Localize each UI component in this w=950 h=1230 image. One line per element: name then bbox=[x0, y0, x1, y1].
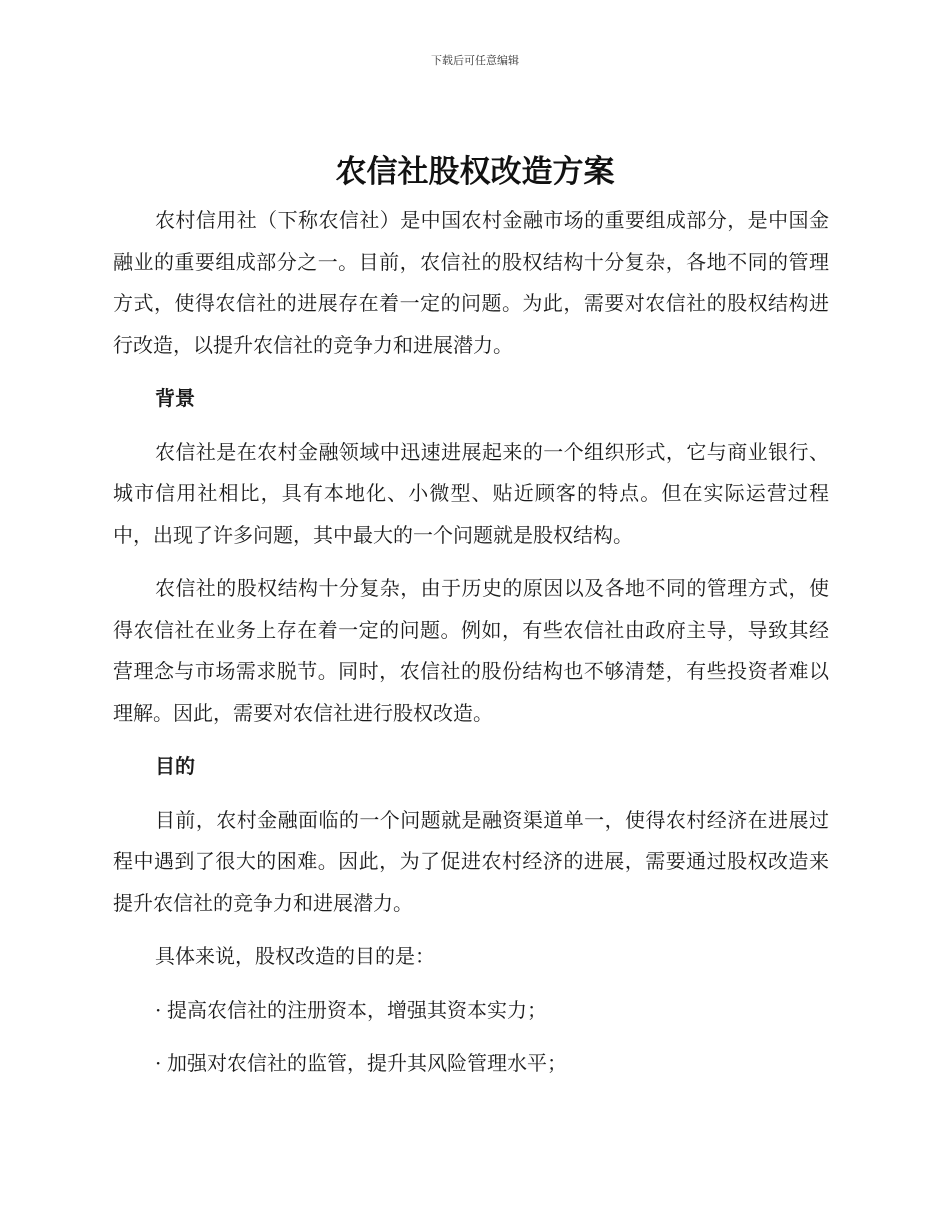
document-body bbox=[113, 200, 829, 1085]
bullet-item bbox=[113, 1043, 829, 1085]
spacer bbox=[113, 420, 829, 432]
intro-paragraph: 农村信用社（下称农信社）是中国农村金融市场的重要组成部分，是中国金融业的重要组成部分之一。目前，农信社的股权结构十分复杂，各地不同的管理方式，使得农信社的进展存在着一定的问题。为此，需要对农信社的股权结构进行改造，以提升农信社的竞争力和进展潜力。 bbox=[113, 208, 829, 357]
spacer bbox=[113, 924, 829, 936]
background-paragraph-2: 农信社的股权结构十分复杂，由于历史的原因以及各地不同的管理方式，使得农信社在业务上存在着一定的问题。例如，有些农信社由政府主导，导致其经营理念与市场需求脱节。同时，农信社的股份结构也不够清楚，有些投资者难以理解。因此，需要对农信社进行股权改造。 bbox=[113, 576, 829, 725]
purpose-paragraph-1: 目前，农村金融面临的一个问题就是融资渠道单一，使得农村经济在进展过程中遇到了很大的困难。因此，为了促进农村经济的进展，需要通过股权改造来提升农信社的竞争力和进展潜力。 bbox=[113, 807, 829, 915]
spacer bbox=[113, 1031, 829, 1043]
document-title: 农信社股权改造方案 bbox=[335, 154, 615, 190]
page-header: 下载后可任意编辑 bbox=[431, 54, 519, 67]
bullet-text: 提高农信社的注册资本，增强其资本实力； bbox=[167, 997, 547, 1022]
spacer bbox=[113, 734, 829, 746]
bullet-item bbox=[113, 990, 829, 1032]
section-heading-purpose: 目的 bbox=[155, 754, 195, 778]
purpose-paragraph-2: 具体来说，股权改造的目的是： bbox=[155, 944, 435, 968]
background-paragraph-1: 农信社是在农村金融领域中迅速进展起来的一个组织形式，它与商业银行、城市信用社相比，具有本地化、小微型、贴近顾客的特点。但在实际运营过程中，出现了许多问题，其中最大的一个问题就是股权结构。 bbox=[113, 439, 829, 547]
spacer bbox=[113, 978, 829, 990]
bullet-dot: · bbox=[155, 1051, 162, 1075]
bullet-text: 加强对农信社的监管，提升其风险管理水平； bbox=[167, 1051, 567, 1075]
bullet-dot: · bbox=[155, 997, 162, 1022]
spacer bbox=[113, 366, 829, 378]
spacer bbox=[113, 556, 829, 568]
section-heading-background: 背景 bbox=[155, 386, 195, 410]
spacer bbox=[113, 788, 829, 800]
